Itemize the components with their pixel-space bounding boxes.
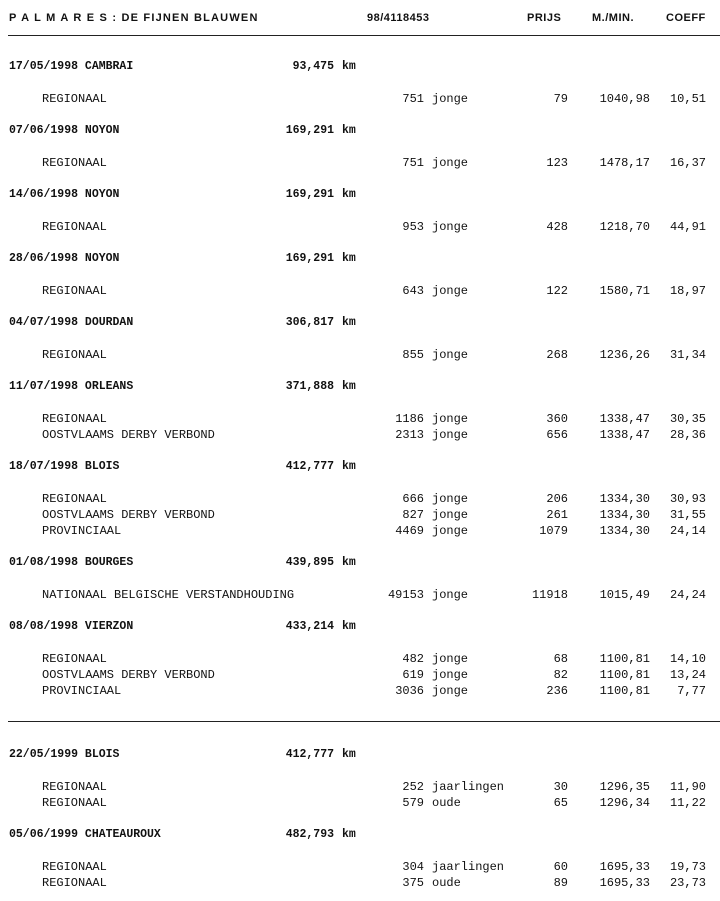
result-speed: 1218,70	[599, 220, 650, 234]
result-row	[0, 796, 720, 812]
result-row	[0, 652, 720, 668]
result-prize: 68	[553, 652, 568, 666]
result-entrants: 751	[402, 156, 424, 170]
result-organisation: REGIONAAL	[42, 156, 107, 170]
race-distance-unit: km	[342, 124, 356, 137]
result-prize: 65	[553, 796, 568, 810]
result-coefficient: 7,77	[677, 684, 706, 698]
result-coefficient: 11,22	[669, 796, 706, 810]
result-prize: 30	[553, 780, 568, 794]
result-coefficient: 23,73	[669, 876, 706, 890]
result-coefficient: 19,73	[669, 860, 706, 874]
result-coefficient: 31,55	[669, 508, 706, 522]
result-organisation: PROVINCIAAL	[42, 684, 122, 698]
result-organisation: REGIONAAL	[42, 876, 107, 890]
result-prize: 123	[546, 156, 568, 170]
result-organisation: REGIONAAL	[42, 412, 107, 426]
result-row	[0, 588, 720, 604]
result-entrants: 751	[402, 92, 424, 106]
result-category: oude	[432, 876, 461, 890]
result-entrants: 1186	[395, 412, 424, 426]
result-organisation: REGIONAAL	[42, 652, 107, 666]
result-entrants: 4469	[395, 524, 424, 538]
race-distance-unit: km	[342, 620, 356, 633]
race-date-location: 04/07/1998 DOURDAN	[9, 316, 134, 329]
result-category: jonge	[432, 524, 469, 538]
race-distance-unit: km	[342, 828, 356, 841]
race-date-location: 14/06/1998 NOYON	[9, 188, 120, 201]
result-organisation: REGIONAAL	[42, 780, 107, 794]
result-row	[0, 92, 720, 108]
result-row	[0, 156, 720, 172]
result-entrants: 252	[402, 780, 424, 794]
result-prize: 82	[553, 668, 568, 682]
result-coefficient: 13,24	[669, 668, 706, 682]
result-row	[0, 860, 720, 876]
race-distance-unit: km	[342, 380, 356, 393]
result-entrants: 304	[402, 860, 424, 874]
race-distance: 412,777	[285, 460, 334, 473]
result-speed: 1100,81	[599, 668, 650, 682]
race-header	[0, 828, 720, 844]
result-speed: 1338,47	[599, 412, 650, 426]
race-distance: 93,475	[292, 60, 334, 73]
race-header	[0, 620, 720, 636]
result-category: jaarlingen	[432, 860, 505, 874]
race-header	[0, 556, 720, 572]
result-prize: 122	[546, 284, 568, 298]
result-speed: 1100,81	[599, 652, 650, 666]
result-prize: 60	[553, 860, 568, 874]
result-organisation: OOSTVLAAMS DERBY VERBOND	[42, 428, 215, 442]
result-row	[0, 492, 720, 508]
race-distance-unit: km	[342, 748, 356, 761]
race-distance-unit: km	[342, 252, 356, 265]
result-entrants: 953	[402, 220, 424, 234]
result-category: jonge	[432, 412, 469, 426]
race-distance-unit: km	[342, 188, 356, 201]
race-date-location: 17/05/1998 CAMBRAI	[9, 60, 134, 73]
palmares-title: P A L M A R E S : DE FIJNEN BLAUWEN	[9, 12, 259, 24]
result-coefficient: 28,36	[669, 428, 706, 442]
column-header-coeff: COEFF	[666, 12, 706, 24]
ring-number: 98/4118453	[367, 12, 430, 24]
result-coefficient: 30,35	[669, 412, 706, 426]
result-coefficient: 16,37	[669, 156, 706, 170]
result-row	[0, 780, 720, 796]
column-header-prijs: PRIJS	[527, 12, 562, 24]
result-category: oude	[432, 796, 461, 810]
result-entrants: 49153	[387, 588, 424, 602]
result-speed: 1334,30	[599, 508, 650, 522]
result-row	[0, 284, 720, 300]
result-organisation: OOSTVLAAMS DERBY VERBOND	[42, 508, 215, 522]
result-organisation: REGIONAAL	[42, 92, 107, 106]
palmares-header	[0, 12, 720, 28]
race-date-location: 18/07/1998 BLOIS	[9, 460, 120, 473]
result-coefficient: 30,93	[669, 492, 706, 506]
result-coefficient: 10,51	[669, 92, 706, 106]
result-prize: 261	[546, 508, 568, 522]
result-speed: 1236,26	[599, 348, 650, 362]
race-header	[0, 252, 720, 268]
race-date-location: 08/08/1998 VIERZON	[9, 620, 134, 633]
result-category: jonge	[432, 668, 469, 682]
result-category: jonge	[432, 92, 469, 106]
race-header	[0, 748, 720, 764]
race-distance: 306,817	[285, 316, 334, 329]
result-speed: 1040,98	[599, 92, 650, 106]
header-divider	[8, 35, 720, 36]
result-category: jonge	[432, 508, 469, 522]
result-entrants: 482	[402, 652, 424, 666]
result-speed: 1334,30	[599, 492, 650, 506]
result-organisation: REGIONAAL	[42, 220, 107, 234]
result-organisation: REGIONAAL	[42, 796, 107, 810]
race-header	[0, 460, 720, 476]
result-speed: 1334,30	[599, 524, 650, 538]
result-prize: 428	[546, 220, 568, 234]
race-distance: 412,777	[285, 748, 334, 761]
result-row	[0, 668, 720, 684]
result-prize: 206	[546, 492, 568, 506]
result-category: jonge	[432, 588, 469, 602]
result-category: jonge	[432, 428, 469, 442]
race-distance: 169,291	[285, 188, 334, 201]
result-coefficient: 18,97	[669, 284, 706, 298]
result-entrants: 3036	[395, 684, 424, 698]
result-speed: 1100,81	[599, 684, 650, 698]
result-category: jonge	[432, 684, 469, 698]
result-category: jonge	[432, 220, 469, 234]
result-entrants: 579	[402, 796, 424, 810]
result-row	[0, 508, 720, 524]
column-header-speed: M./MIN.	[592, 12, 634, 24]
result-prize: 1079	[539, 524, 568, 538]
result-category: jaarlingen	[432, 780, 505, 794]
result-entrants: 666	[402, 492, 424, 506]
result-coefficient: 14,10	[669, 652, 706, 666]
race-header	[0, 316, 720, 332]
race-distance-unit: km	[342, 60, 356, 73]
result-prize: 360	[546, 412, 568, 426]
race-header	[0, 188, 720, 204]
result-organisation: REGIONAAL	[42, 492, 107, 506]
result-entrants: 827	[402, 508, 424, 522]
race-distance-unit: km	[342, 316, 356, 329]
result-entrants: 855	[402, 348, 424, 362]
result-prize: 268	[546, 348, 568, 362]
result-coefficient: 24,24	[669, 588, 706, 602]
result-prize: 11918	[531, 588, 568, 602]
result-organisation: OOSTVLAAMS DERBY VERBOND	[42, 668, 215, 682]
result-speed: 1296,34	[599, 796, 650, 810]
result-speed: 1015,49	[599, 588, 650, 602]
result-organisation: NATIONAAL BELGISCHE VERSTANDHOUDING	[42, 588, 295, 602]
result-row	[0, 428, 720, 444]
result-row	[0, 348, 720, 364]
result-entrants: 619	[402, 668, 424, 682]
race-date-location: 22/05/1999 BLOIS	[9, 748, 120, 761]
result-row	[0, 220, 720, 236]
race-date-location: 05/06/1999 CHATEAUROUX	[9, 828, 161, 841]
race-distance: 371,888	[285, 380, 334, 393]
result-category: jonge	[432, 284, 469, 298]
result-prize: 89	[553, 876, 568, 890]
race-header	[0, 124, 720, 140]
race-distance-unit: km	[342, 460, 356, 473]
result-entrants: 643	[402, 284, 424, 298]
result-row	[0, 876, 720, 892]
race-distance: 433,214	[285, 620, 334, 633]
result-row	[0, 412, 720, 428]
race-distance: 439,895	[285, 556, 334, 569]
result-speed: 1580,71	[599, 284, 650, 298]
result-organisation: REGIONAAL	[42, 348, 107, 362]
result-prize: 79	[553, 92, 568, 106]
result-row	[0, 684, 720, 700]
result-category: jonge	[432, 156, 469, 170]
result-prize: 236	[546, 684, 568, 698]
race-distance: 169,291	[285, 124, 334, 137]
race-distance: 482,793	[285, 828, 334, 841]
race-date-location: 28/06/1998 NOYON	[9, 252, 120, 265]
result-prize: 656	[546, 428, 568, 442]
result-coefficient: 24,14	[669, 524, 706, 538]
race-header	[0, 380, 720, 396]
race-date-location: 11/07/1998 ORLEANS	[9, 380, 134, 393]
race-header	[0, 60, 720, 76]
result-coefficient: 44,91	[669, 220, 706, 234]
result-category: jonge	[432, 348, 469, 362]
result-entrants: 2313	[395, 428, 424, 442]
result-speed: 1695,33	[599, 876, 650, 890]
race-distance-unit: km	[342, 556, 356, 569]
result-row	[0, 524, 720, 540]
result-category: jonge	[432, 652, 469, 666]
result-organisation: REGIONAAL	[42, 860, 107, 874]
season-divider	[8, 721, 720, 722]
race-date-location: 07/06/1998 NOYON	[9, 124, 120, 137]
result-speed: 1478,17	[599, 156, 650, 170]
result-speed: 1338,47	[599, 428, 650, 442]
result-coefficient: 31,34	[669, 348, 706, 362]
result-organisation: REGIONAAL	[42, 284, 107, 298]
race-date-location: 01/08/1998 BOURGES	[9, 556, 134, 569]
result-entrants: 375	[402, 876, 424, 890]
result-speed: 1695,33	[599, 860, 650, 874]
result-category: jonge	[432, 492, 469, 506]
result-speed: 1296,35	[599, 780, 650, 794]
result-organisation: PROVINCIAAL	[42, 524, 122, 538]
race-distance: 169,291	[285, 252, 334, 265]
result-coefficient: 11,90	[669, 780, 706, 794]
